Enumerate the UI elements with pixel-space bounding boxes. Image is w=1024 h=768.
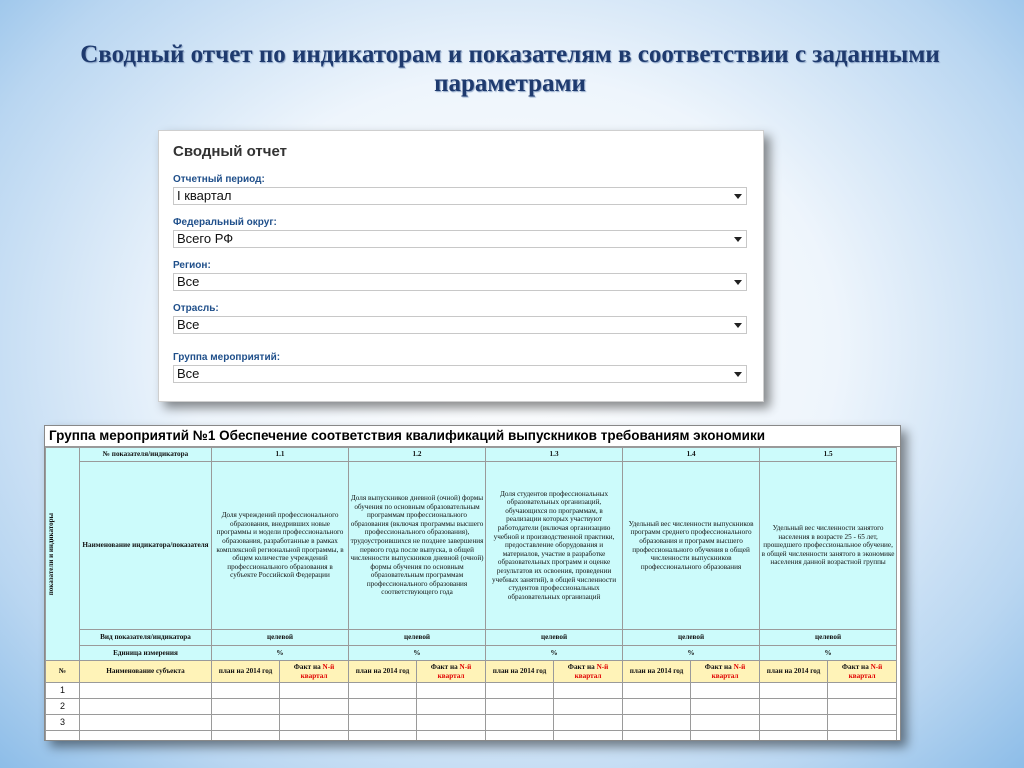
fact-header [280, 661, 349, 683]
data-cell[interactable] [349, 699, 417, 715]
data-cell[interactable] [280, 683, 349, 699]
data-cell[interactable] [349, 683, 417, 699]
indicator-type: целевой [212, 630, 349, 646]
fact-header [691, 661, 760, 683]
data-cell[interactable] [760, 715, 828, 731]
data-cell[interactable] [554, 699, 623, 715]
sheet-title: Группа мероприятий №1 Обеспечение соответствия квалификаций выпускников требованиям экономики [45, 426, 900, 447]
data-cell[interactable] [417, 715, 486, 731]
indicator-unit: % [349, 646, 486, 661]
data-cell[interactable] [554, 715, 623, 731]
fact-prefix: Факт на [567, 662, 597, 671]
data-cell[interactable] [417, 699, 486, 715]
data-cell[interactable] [554, 683, 623, 699]
activity-group-label: Группа мероприятий: [173, 352, 281, 363]
slide-title: Сводный отчет по индикаторам и показателям в соответствии с заданными параметрами [80, 41, 940, 97]
data-cell[interactable] [349, 731, 417, 742]
region-label: Регион: [173, 260, 211, 271]
indicator-type: целевой [623, 630, 760, 646]
indicator-name: Доля учреждений профессионального образования, внедривших новые программы и модели профессионального образования, разработанные в рамках комплексной региональной программы, в общем количестве учреждений профессионального образования в субъекте Российской Федерации [212, 462, 349, 630]
indicator-unit: % [486, 646, 623, 661]
region-value: Все [177, 274, 200, 289]
period-value: I квартал [177, 188, 232, 203]
plan-header: план на 2014 год [486, 661, 554, 683]
data-cell[interactable] [623, 731, 691, 742]
data-cell[interactable] [623, 683, 691, 699]
fact-prefix: Факт на [841, 662, 871, 671]
table-row [46, 731, 897, 742]
fact-header [417, 661, 486, 683]
activity-group-select[interactable] [173, 365, 747, 383]
fact-suffix: квартал [300, 671, 328, 680]
data-cell[interactable] [212, 699, 280, 715]
chevron-down-icon[interactable] [734, 194, 742, 199]
industry-label: Отрасль: [173, 303, 219, 314]
data-cell[interactable] [486, 683, 554, 699]
subject-name-cell[interactable] [80, 699, 212, 715]
data-cell[interactable] [212, 683, 280, 699]
data-cell[interactable] [760, 683, 828, 699]
data-cell[interactable] [691, 715, 760, 731]
federal-district-label: Федеральный округ: [173, 217, 277, 228]
fact-prefix: Факт на [430, 662, 460, 671]
chevron-down-icon[interactable] [734, 323, 742, 328]
fact-suffix: квартал [574, 671, 602, 680]
table-row [46, 683, 897, 699]
federal-district-select[interactable] [173, 230, 747, 248]
data-cell[interactable] [828, 731, 897, 742]
row-number: 2 [46, 699, 80, 715]
data-cell[interactable] [212, 731, 280, 742]
fact-prefix: Факт на [293, 662, 323, 671]
data-cell[interactable] [623, 699, 691, 715]
data-cell[interactable] [554, 731, 623, 742]
region-select[interactable] [173, 273, 747, 291]
indicator-type: целевой [486, 630, 623, 646]
indicator-unit: % [760, 646, 897, 661]
fact-highlight: N-й [733, 662, 746, 671]
period-label: Отчетный период: [173, 174, 265, 185]
indicator-name: Доля студентов профессиональных образовательных организаций, обучающихся по программам, в реализации которых участвуют работодатели (включая организацию учебной и производственной практики, предоставление оборудования и материалов, участие в разработке образовательных программ и оценке результатов их освоения, проведении учебных занятий), в общей численности студентов профессиональных образовательных организаций [486, 462, 623, 630]
fact-highlight: N-й [322, 662, 335, 671]
data-cell[interactable] [828, 683, 897, 699]
activity-group-value: Все [177, 366, 200, 381]
plan-header: план на 2014 год [349, 661, 417, 683]
fact-highlight: N-й [596, 662, 609, 671]
subject-name-cell[interactable] [80, 731, 212, 742]
report-filter-panel [158, 130, 764, 402]
indicator-name: Удельный вес численности выпускников программ среднего профессионального образования и программ высшего профессионального обучения в общей численности выпускников профессионального образования [623, 462, 760, 630]
fact-highlight: N-й [870, 662, 883, 671]
side-label-cell [46, 448, 80, 661]
fact-prefix: Факт на [704, 662, 734, 671]
data-cell[interactable] [691, 699, 760, 715]
chevron-down-icon[interactable] [734, 237, 742, 242]
data-cell[interactable] [280, 731, 349, 742]
subject-name-header: Наименование субъекта [80, 661, 212, 683]
data-cell[interactable] [486, 715, 554, 731]
indicator-type-header: Вид показателя/индикатора [80, 630, 212, 646]
indicator-spreadsheet [44, 425, 901, 741]
industry-value: Все [177, 317, 200, 332]
subject-no-header: № [46, 661, 80, 683]
indicator-number: 1.5 [760, 448, 897, 462]
side-label: показатели и индикаторы [47, 512, 55, 596]
chevron-down-icon[interactable] [734, 372, 742, 377]
data-cell[interactable] [280, 715, 349, 731]
row-number [46, 731, 80, 742]
indicator-name: Доля выпускников дневной (очной) формы обучения по основным образовательным программам профессионального образования (включая программы высшего профессионального образования), трудоустроившихся не позднее завершения первого года после выпуска, в общей численности выпускников дневной (очной) формы обучения по основным образовательным программам профессионального образования соответствующего года [349, 462, 486, 630]
row-number: 3 [46, 715, 80, 731]
indicator-number: 1.2 [349, 448, 486, 462]
panel-heading: Сводный отчет [173, 143, 287, 160]
unit-header: Единица измерения [80, 646, 212, 661]
indicator-table [45, 447, 897, 741]
fact-suffix: квартал [711, 671, 739, 680]
chevron-down-icon[interactable] [734, 280, 742, 285]
table-row [46, 699, 897, 715]
fact-suffix: квартал [437, 671, 465, 680]
subject-header-row [46, 661, 897, 683]
period-select[interactable] [173, 187, 747, 205]
indicator-name: Удельный вес численности занятого населения в возрасте 25 - 65 лет, прошедшего профессиональное обучение, в общей численности занятого в экономике населения данной возрастной группы [760, 462, 897, 630]
indicator-unit: % [623, 646, 760, 661]
federal-district-value: Всего РФ [177, 231, 234, 246]
fact-header [828, 661, 897, 683]
data-cell[interactable] [623, 715, 691, 731]
data-cell[interactable] [417, 731, 486, 742]
data-cell[interactable] [691, 683, 760, 699]
indicator-unit: % [212, 646, 349, 661]
indicator-number: 1.3 [486, 448, 623, 462]
data-cell[interactable] [760, 731, 828, 742]
data-cell[interactable] [828, 699, 897, 715]
indicator-number: 1.1 [212, 448, 349, 462]
data-cell[interactable] [486, 731, 554, 742]
data-cell[interactable] [212, 715, 280, 731]
subject-name-cell[interactable] [80, 683, 212, 699]
indicator-name-header: Наименование индикатора/показателя [80, 462, 212, 630]
fact-highlight: N-й [459, 662, 472, 671]
data-cell[interactable] [417, 683, 486, 699]
data-cell[interactable] [486, 699, 554, 715]
fact-header [554, 661, 623, 683]
indicator-type: целевой [349, 630, 486, 646]
indicator-number: 1.4 [623, 448, 760, 462]
data-cell[interactable] [349, 715, 417, 731]
fact-suffix: квартал [848, 671, 876, 680]
industry-select[interactable] [173, 316, 747, 334]
data-cell[interactable] [280, 699, 349, 715]
row-number: 1 [46, 683, 80, 699]
data-cell[interactable] [828, 715, 897, 731]
plan-header: план на 2014 год [760, 661, 828, 683]
table-row [46, 715, 897, 731]
plan-header: план на 2014 год [212, 661, 280, 683]
subject-name-cell[interactable] [80, 715, 212, 731]
plan-header: план на 2014 год [623, 661, 691, 683]
data-cell[interactable] [760, 699, 828, 715]
indicator-type: целевой [760, 630, 897, 646]
data-cell[interactable] [691, 731, 760, 742]
indicator-number-header: № показателя/индикатора [80, 448, 212, 462]
